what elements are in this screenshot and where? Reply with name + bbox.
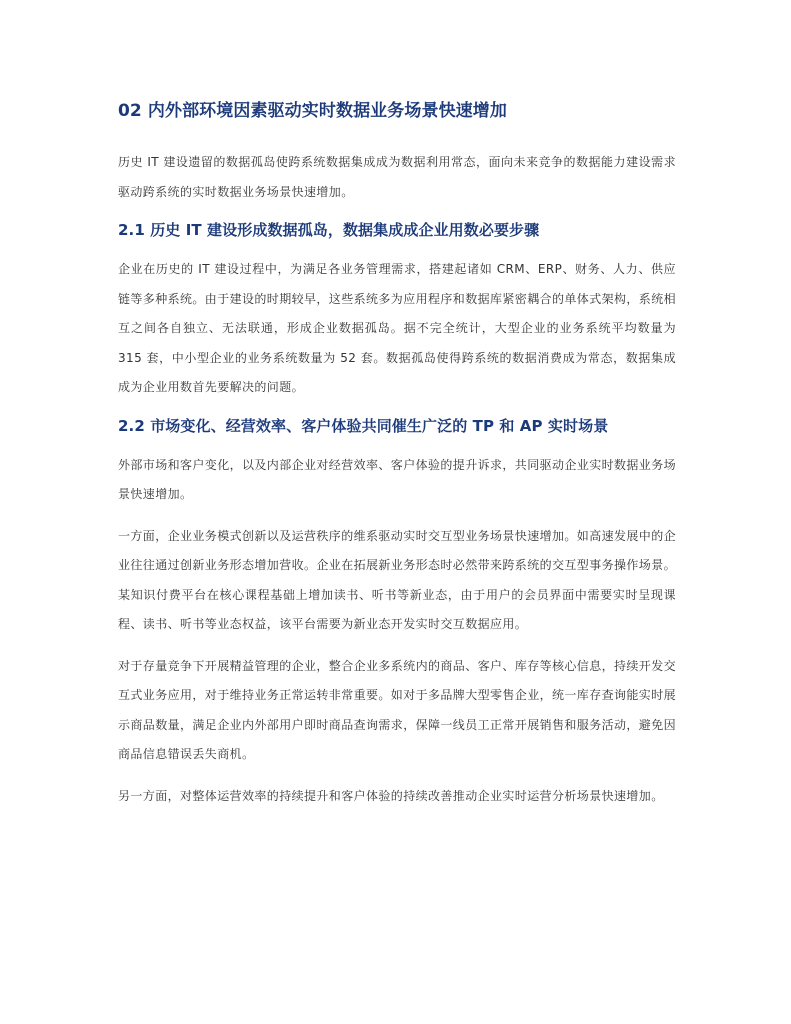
document-page [118,98,676,823]
subsection-2-title: 2.2 市场变化、经营效率、客户体验共同催生广泛的 TP 和 AP 实时场景 [118,416,609,435]
subsection-2-paragraph-2: 一方面，企业业务模式创新以及运营秩序的维系驱动实时交互型业务场景快速增加。如高速发展中的企业往往通过创新业务形态增加营收。企业在拓展新业务形态时必然带来跨系统的交互型事务操作场景。某知识付费平台在核心课程基础上增加读书、听书等新业态，由于用户的会员界面中需要实时呈现课程、读书、听书等业态权益，该平台需要为新业态开发实时交互数据应用。 [118,528,677,631]
subsection-2-paragraph-4: 另一方面，对整体运营效率的持续提升和客户体验的持续改善推动企业实时运营分析场景快速增加。 [118,788,664,803]
section-title: 02 内外部环境因素驱动实时数据业务场景快速增加 [118,101,507,121]
subsection-1-paragraph: 企业在历史的 IT 建设过程中，为满足各业务管理需求，搭建起诸如 CRM、ERP、财务、人力、供应链等多种系统。由于建设的时期较早，这些系统多为应用程序和数据库紧密耦合的单体式架构，系统相互之间各自独立、无法联通，形成企业数据孤岛。据不完全统计，大型企业的业务系统平均数量为 315 套，中小型企业的业务系统数量为 52 套。数据孤岛使得跨系统的数据消费成为常态，数据集成成为企业用数首先要解决的问题。 [118,262,677,394]
subsection-2-paragraph-1: 外部市场和客户变化，以及内部企业对经营效率、客户体验的提升诉求，共同驱动企业实时数据业务场景快速增加。 [118,457,677,501]
subsection-1-title: 2.1 历史 IT 建设形成数据孤岛，数据集成成企业用数必要步骤 [118,221,540,239]
subsection-2-paragraph-3: 对于存量竞争下开展精益管理的企业，整合企业多系统内的商品、客户、库存等核心信息，持续开发交互式业务应用，对于维持业务正常运转非常重要。如对于多品牌大型零售企业，统一库存查询能实时展示商品数量，满足企业内外部用户即时商品查询需求，保障一线员工正常开展销售和服务活动，避免因商品信息错误丢失商机。 [118,658,677,761]
section-intro: 历史 IT 建设遗留的数据孤岛使跨系统数据集成成为数据利用常态，面向未来竞争的数据能力建设需求驱动跨系统的实时数据业务场景快速增加。 [118,155,676,199]
